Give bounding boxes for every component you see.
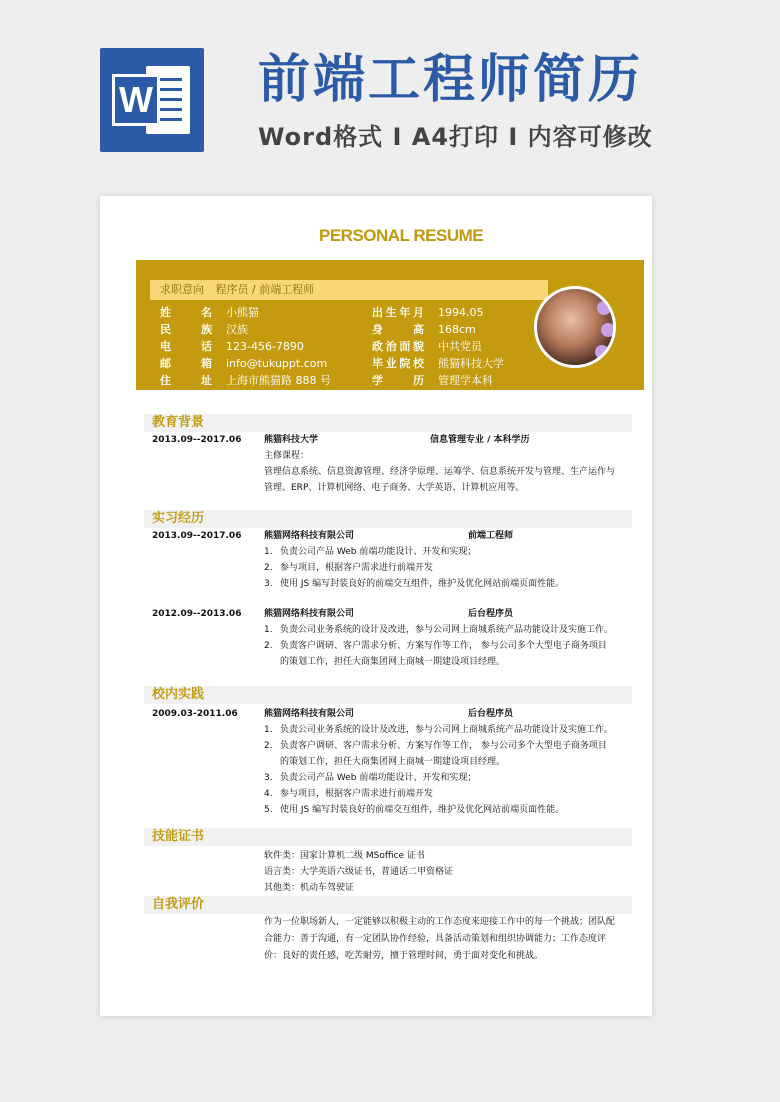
list-item: 使用 JS 编写封装良好的前端交互组件，维护及优化网站前端页面性能。	[280, 805, 565, 815]
resume-page	[100, 196, 652, 1016]
list-number: 3.	[264, 773, 273, 783]
entry-date: 2012.09--2013.06	[152, 609, 242, 619]
education-line: 管理、ERP、计算机网络、电子商务、大学英语、计算机应用等。	[264, 483, 525, 493]
objective-value: 程序员 / 前端工程师	[215, 283, 315, 296]
education-title: 教育背景	[152, 415, 205, 430]
info-email: 邮箱 info@tukuppt.com	[160, 357, 328, 370]
education-line: 管理信息系统、信息资源管理、经济学原理、运筹学、信息系统开发与管理、生产运作与	[264, 467, 616, 477]
skill-line: 软件类：国家计算机二级 MSoffice 证书	[264, 851, 425, 861]
objective-label: 求职意向	[160, 283, 204, 296]
campus-title: 校内实践	[152, 687, 205, 702]
section-bar	[144, 686, 632, 704]
list-number: 1.	[264, 625, 273, 635]
list-item: 的策划工作，担任大商集团网上商城一期建设项目经理。	[280, 657, 506, 667]
list-number: 2.	[264, 563, 273, 573]
list-item: 使用 JS 编写封装良好的前端交互组件，维护及优化网站前端页面性能。	[280, 579, 565, 589]
list-item: 负责公司业务系统的设计及改进，参与公司网上商城系统产品功能设计及实施工作。	[280, 725, 614, 735]
entry-company: 熊猫网络科技有限公司	[264, 531, 355, 541]
list-number: 5.	[264, 805, 273, 815]
list-item: 参与项目，根据客户需求进行前端开发	[280, 563, 434, 573]
list-number: 1.	[264, 547, 273, 557]
skill-line: 语言类：大学英语六级证书，普通话二甲资格证	[264, 867, 454, 877]
education-major: 信息管理专业 / 本科学历	[430, 435, 530, 445]
page-subtitle: Word格式 I A4打印 I 内容可修改	[258, 123, 653, 151]
word-icon	[100, 48, 204, 152]
list-item: 负责公司业务系统的设计及改进，参与公司网上商城系统产品功能设计及实施工作。	[280, 625, 614, 635]
education-school: 熊猫科技大学	[264, 435, 319, 445]
list-item: 负责公司产品 Web 前端功能设计、开发和实现；	[280, 547, 477, 557]
page-title: 前端工程师简历	[258, 50, 644, 110]
self-eval-line: 合能力：善于沟通，有一定团队协作经验，具备活动策划和组织协调能力；工作态度评	[264, 934, 607, 944]
section-bar	[144, 828, 632, 846]
job-objective	[150, 280, 548, 300]
list-item: 参与项目，根据客户需求进行前端开发	[280, 789, 434, 799]
list-item: 负责公司产品 Web 前端功能设计、开发和实现；	[280, 773, 477, 783]
entry-role: 后台程序员	[468, 709, 514, 719]
entry-company: 熊猫网络科技有限公司	[264, 709, 355, 719]
list-item: 负责客户调研、客户需求分析、方案写作等工作， 参与公司多个大型电子商务项目	[280, 741, 607, 751]
entry-date: 2009.03-2011.06	[152, 709, 238, 719]
info-political: 政治面貌 中共党员	[372, 340, 482, 353]
list-number: 4.	[264, 789, 273, 799]
info-phone: 电话 123-456-7890	[160, 340, 304, 353]
list-number: 3.	[264, 579, 273, 589]
info-birth: 出生年月 1994.05	[372, 306, 484, 319]
resume-heading: PERSONAL RESUME	[319, 226, 484, 245]
section-bar	[144, 414, 632, 432]
internship-title: 实习经历	[152, 511, 205, 526]
list-number: 1.	[264, 725, 273, 735]
avatar	[534, 286, 616, 368]
list-number: 2.	[264, 641, 273, 651]
self-eval-title: 自我评价	[152, 897, 205, 912]
list-number: 2.	[264, 741, 273, 751]
skill-line: 其他类：机动车驾驶证	[264, 883, 355, 893]
word-letter: W	[112, 74, 160, 126]
info-school: 毕业院校 熊猫科技大学	[372, 357, 504, 370]
info-degree: 学历 管理学本科	[372, 374, 493, 387]
info-name: 姓名 小熊猫	[160, 306, 259, 319]
list-item: 的策划工作，担任大商集团网上商城一期建设项目经理。	[280, 757, 506, 767]
info-address: 住址 上海市熊猫路 888 号	[160, 374, 331, 387]
info-height: 身高 168cm	[372, 323, 476, 336]
entry-company: 熊猫网络科技有限公司	[264, 609, 355, 619]
section-bar	[144, 510, 632, 528]
personal-info-block	[136, 260, 644, 390]
education-date: 2013.09--2017.06	[152, 435, 242, 445]
education-line: 主修课程：	[264, 451, 310, 461]
self-eval-line: 价：良好的责任感，吃苦耐劳，擅于管理时间，勇于面对变化和挑战。	[264, 951, 544, 961]
self-eval-line: 作为一位职场新人，一定能够以积极主动的工作态度来迎接工作中的每一个挑战；团队配	[264, 917, 616, 927]
skills-title: 技能证书	[152, 829, 205, 844]
info-ethnicity: 民族 汉族	[160, 323, 248, 336]
entry-role: 前端工程师	[468, 531, 514, 541]
entry-date: 2013.09--2017.06	[152, 531, 242, 541]
entry-role: 后台程序员	[468, 609, 514, 619]
list-item: 负责客户调研、客户需求分析、方案写作等工作， 参与公司多个大型电子商务项目	[280, 641, 607, 651]
section-bar	[144, 896, 632, 914]
